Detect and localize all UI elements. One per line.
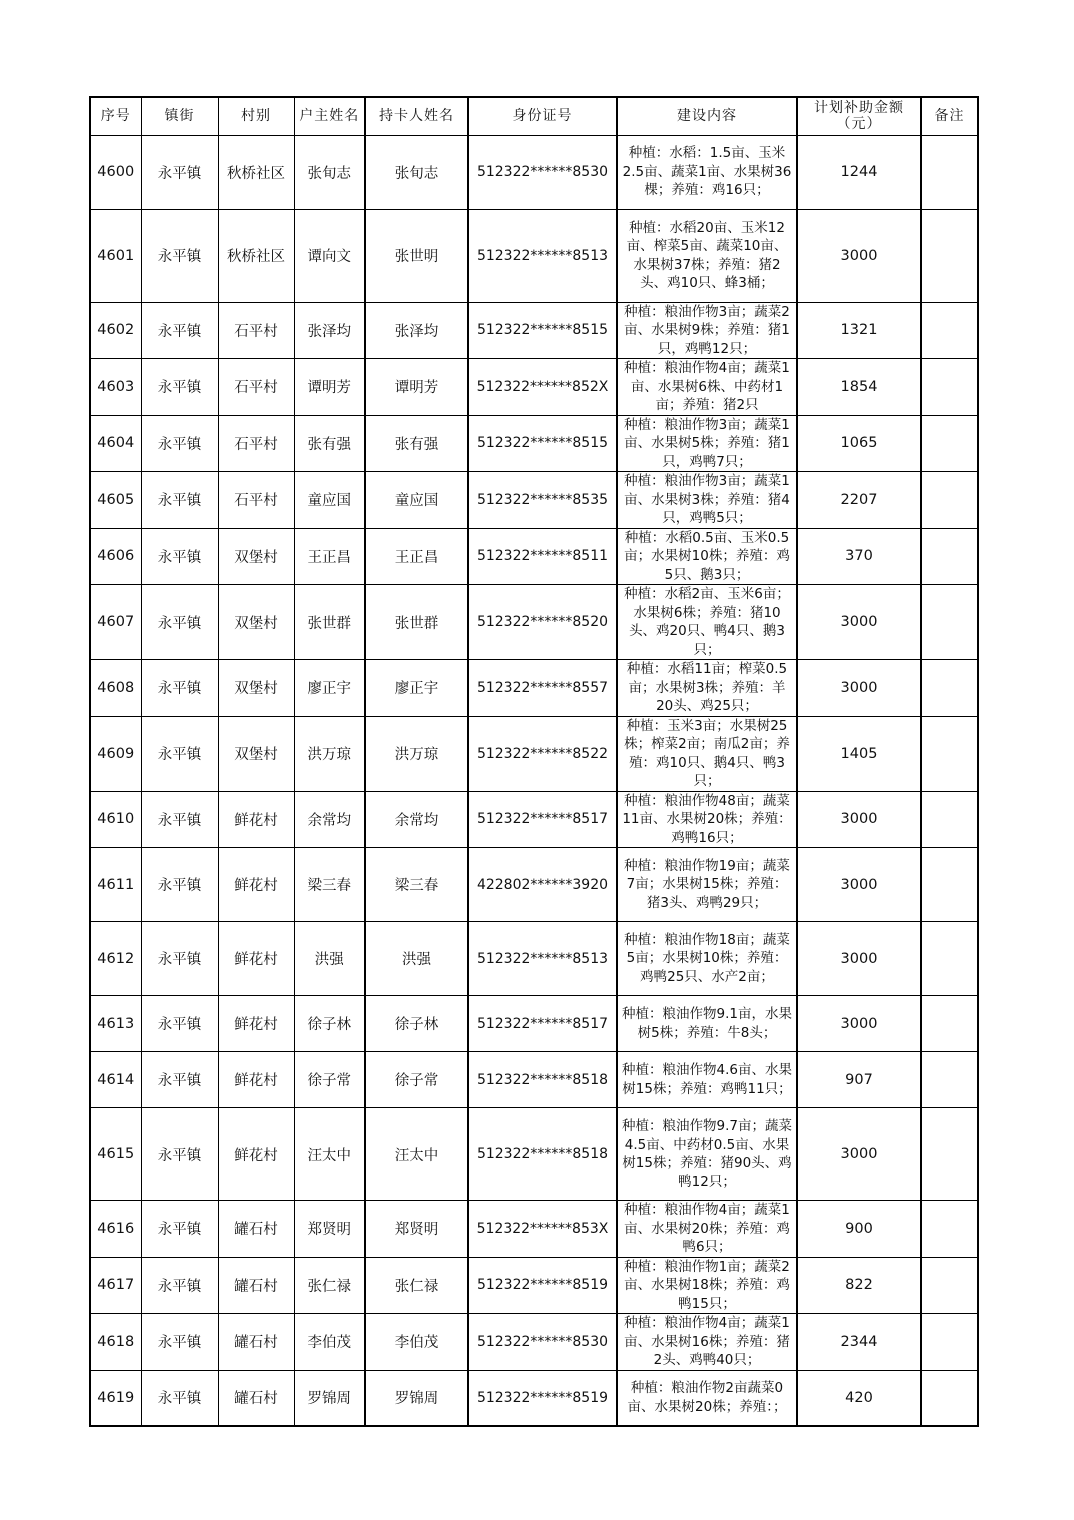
amount-cell: 3000 xyxy=(797,209,921,302)
id-cell: 512322******8519 xyxy=(468,1257,617,1314)
town-cell: 永平镇 xyxy=(141,302,218,359)
seq-cell: 4607 xyxy=(90,585,141,660)
owner-cell: 童应国 xyxy=(294,472,365,529)
id-cell: 512322******8530 xyxy=(468,135,617,209)
header-holder: 持卡人姓名 xyxy=(365,97,468,135)
village-cell: 双堡村 xyxy=(218,716,294,791)
content-cell: 种植：水稻2亩、玉米6亩；水果树6株；养殖：猪10头、鸡20只、鸭4只、鹅3只； xyxy=(617,585,797,660)
header-note: 备注 xyxy=(921,97,978,135)
table-row xyxy=(90,996,978,1052)
town-cell: 永平镇 xyxy=(141,528,218,585)
table-row xyxy=(90,585,978,660)
amount-cell: 2344 xyxy=(797,1314,921,1371)
village-cell: 鲜花村 xyxy=(218,848,294,922)
subsidy-table xyxy=(89,96,979,1427)
owner-cell: 梁三春 xyxy=(294,848,365,922)
town-cell: 永平镇 xyxy=(141,1201,218,1258)
town-cell: 永平镇 xyxy=(141,209,218,302)
id-cell: 512322******853X xyxy=(468,1201,617,1258)
seq-cell: 4618 xyxy=(90,1314,141,1371)
amount-cell: 907 xyxy=(797,1052,921,1108)
owner-cell: 汪太中 xyxy=(294,1108,365,1201)
table-row xyxy=(90,528,978,585)
content-cell: 种植：粮油作物2亩蔬菜0亩、水果树20株；养殖：； xyxy=(617,1370,797,1426)
note-cell xyxy=(921,1314,978,1371)
amount-cell: 1405 xyxy=(797,716,921,791)
seq-cell: 4612 xyxy=(90,922,141,996)
holder-cell: 张泽均 xyxy=(365,302,468,359)
note-cell xyxy=(921,359,978,416)
seq-cell: 4609 xyxy=(90,716,141,791)
seq-cell: 4611 xyxy=(90,848,141,922)
owner-cell: 张有强 xyxy=(294,415,365,472)
owner-cell: 郑贤明 xyxy=(294,1201,365,1258)
seq-cell: 4615 xyxy=(90,1108,141,1201)
holder-cell: 张仁禄 xyxy=(365,1257,468,1314)
seq-cell: 4614 xyxy=(90,1052,141,1108)
content-cell: 种植：玉米3亩；水果树25株；榨菜2亩；南瓜2亩；养殖：鸡10只、鹅4只、鸭3只； xyxy=(617,716,797,791)
id-cell: 512322******8520 xyxy=(468,585,617,660)
header-row xyxy=(90,97,978,135)
note-cell xyxy=(921,716,978,791)
village-cell: 双堡村 xyxy=(218,585,294,660)
holder-cell: 梁三春 xyxy=(365,848,468,922)
village-cell: 罐石村 xyxy=(218,1370,294,1426)
town-cell: 永平镇 xyxy=(141,848,218,922)
id-cell: 512322******8557 xyxy=(468,660,617,717)
table-row xyxy=(90,359,978,416)
seq-cell: 4602 xyxy=(90,302,141,359)
id-cell: 512322******8513 xyxy=(468,922,617,996)
town-cell: 永平镇 xyxy=(141,135,218,209)
note-cell xyxy=(921,791,978,848)
village-cell: 罐石村 xyxy=(218,1257,294,1314)
village-cell: 石平村 xyxy=(218,415,294,472)
id-cell: 512322******8515 xyxy=(468,302,617,359)
note-cell xyxy=(921,1201,978,1258)
note-cell xyxy=(921,922,978,996)
village-cell: 罐石村 xyxy=(218,1201,294,1258)
amount-cell: 3000 xyxy=(797,922,921,996)
id-cell: 512322******8515 xyxy=(468,415,617,472)
holder-cell: 王正昌 xyxy=(365,528,468,585)
note-cell xyxy=(921,1370,978,1426)
amount-cell: 420 xyxy=(797,1370,921,1426)
village-cell: 石平村 xyxy=(218,302,294,359)
note-cell xyxy=(921,209,978,302)
amount-cell: 900 xyxy=(797,1201,921,1258)
town-cell: 永平镇 xyxy=(141,1370,218,1426)
note-cell xyxy=(921,996,978,1052)
town-cell: 永平镇 xyxy=(141,472,218,529)
id-cell: 512322******8518 xyxy=(468,1108,617,1201)
amount-cell: 3000 xyxy=(797,996,921,1052)
holder-cell: 张旬志 xyxy=(365,135,468,209)
holder-cell: 徐子林 xyxy=(365,996,468,1052)
table-body xyxy=(90,135,978,1426)
amount-cell: 1321 xyxy=(797,302,921,359)
village-cell: 鲜花村 xyxy=(218,791,294,848)
header-owner: 户主姓名 xyxy=(294,97,365,135)
content-cell: 种植：粮油作物3亩；蔬菜1亩、水果树3株；养殖：猪4只，鸡鸭5只； xyxy=(617,472,797,529)
id-cell: 512322******852X xyxy=(468,359,617,416)
holder-cell: 罗锦周 xyxy=(365,1370,468,1426)
amount-cell: 3000 xyxy=(797,791,921,848)
town-cell: 永平镇 xyxy=(141,922,218,996)
note-cell xyxy=(921,1257,978,1314)
owner-cell: 徐子常 xyxy=(294,1052,365,1108)
village-cell: 鲜花村 xyxy=(218,922,294,996)
id-cell: 512322******8530 xyxy=(468,1314,617,1371)
id-cell: 512322******8517 xyxy=(468,996,617,1052)
content-cell: 种植：粮油作物4.6亩、水果树15株；养殖：鸡鸭11只； xyxy=(617,1052,797,1108)
seq-cell: 4613 xyxy=(90,996,141,1052)
content-cell: 种植：水稻0.5亩、玉米0.5亩；水果树10株；养殖：鸡5只、鹅3只； xyxy=(617,528,797,585)
seq-cell: 4608 xyxy=(90,660,141,717)
note-cell xyxy=(921,135,978,209)
amount-cell: 3000 xyxy=(797,1108,921,1201)
owner-cell: 王正昌 xyxy=(294,528,365,585)
content-cell: 种植：粮油作物1亩；蔬菜2亩、水果树18株；养殖：鸡鸭15只； xyxy=(617,1257,797,1314)
town-cell: 永平镇 xyxy=(141,1052,218,1108)
village-cell: 秋桥社区 xyxy=(218,209,294,302)
amount-cell: 1854 xyxy=(797,359,921,416)
seq-cell: 4610 xyxy=(90,791,141,848)
holder-cell: 廖正宇 xyxy=(365,660,468,717)
owner-cell: 张泽均 xyxy=(294,302,365,359)
village-cell: 秋桥社区 xyxy=(218,135,294,209)
note-cell xyxy=(921,585,978,660)
town-cell: 永平镇 xyxy=(141,1257,218,1314)
holder-cell: 张有强 xyxy=(365,415,468,472)
owner-cell: 谭明芳 xyxy=(294,359,365,416)
table-row xyxy=(90,716,978,791)
seq-cell: 4616 xyxy=(90,1201,141,1258)
town-cell: 永平镇 xyxy=(141,415,218,472)
content-cell: 种植：粮油作物3亩；蔬菜1亩、水果树5株；养殖：猪1只，鸡鸭7只； xyxy=(617,415,797,472)
holder-cell: 张世明 xyxy=(365,209,468,302)
owner-cell: 张仁禄 xyxy=(294,1257,365,1314)
holder-cell: 谭明芳 xyxy=(365,359,468,416)
town-cell: 永平镇 xyxy=(141,996,218,1052)
holder-cell: 洪强 xyxy=(365,922,468,996)
town-cell: 永平镇 xyxy=(141,1108,218,1201)
owner-cell: 张旬志 xyxy=(294,135,365,209)
seq-cell: 4617 xyxy=(90,1257,141,1314)
content-cell: 种植：粮油作物19亩；蔬菜7亩；水果树15株；养殖：猪3头、鸡鸭29只； xyxy=(617,848,797,922)
seq-cell: 4603 xyxy=(90,359,141,416)
seq-cell: 4619 xyxy=(90,1370,141,1426)
content-cell: 种植：粮油作物3亩；蔬菜2亩、水果树9株；养殖：猪1只，鸡鸭12只； xyxy=(617,302,797,359)
note-cell xyxy=(921,415,978,472)
seq-cell: 4605 xyxy=(90,472,141,529)
village-cell: 双堡村 xyxy=(218,660,294,717)
content-cell: 种植：粮油作物18亩；蔬菜5亩；水果树10株；养殖：鸡鸭25只、水产2亩； xyxy=(617,922,797,996)
header-id: 身份证号 xyxy=(468,97,617,135)
header-amount: 计划补助金额（元） xyxy=(797,97,921,135)
content-cell: 种植：粮油作物9.7亩；蔬菜4.5亩、中药材0.5亩、水果树15株；养殖：猪90头、鸡鸭12只； xyxy=(617,1108,797,1201)
holder-cell: 洪万琼 xyxy=(365,716,468,791)
seq-cell: 4601 xyxy=(90,209,141,302)
village-cell: 石平村 xyxy=(218,359,294,416)
table-row xyxy=(90,472,978,529)
seq-cell: 4604 xyxy=(90,415,141,472)
note-cell xyxy=(921,528,978,585)
note-cell xyxy=(921,848,978,922)
town-cell: 永平镇 xyxy=(141,585,218,660)
table-row xyxy=(90,922,978,996)
amount-cell: 370 xyxy=(797,528,921,585)
town-cell: 永平镇 xyxy=(141,1314,218,1371)
town-cell: 永平镇 xyxy=(141,791,218,848)
table-row xyxy=(90,209,978,302)
header-content: 建设内容 xyxy=(617,97,797,135)
content-cell: 种植：水稻20亩、玉米12亩、榨菜5亩、蔬菜10亩、水果树37株；养殖：猪2头、鸡10只、蜂3桶； xyxy=(617,209,797,302)
village-cell: 石平村 xyxy=(218,472,294,529)
note-cell xyxy=(921,1052,978,1108)
id-cell: 512322******8517 xyxy=(468,791,617,848)
table-row xyxy=(90,1370,978,1426)
table-row xyxy=(90,1314,978,1371)
amount-cell: 3000 xyxy=(797,660,921,717)
content-cell: 种植：粮油作物4亩；蔬菜1亩、水果树16株；养殖：猪2头、鸡鸭40只； xyxy=(617,1314,797,1371)
table-row xyxy=(90,1052,978,1108)
amount-cell: 1065 xyxy=(797,415,921,472)
village-cell: 罐石村 xyxy=(218,1314,294,1371)
note-cell xyxy=(921,1108,978,1201)
table-row xyxy=(90,660,978,717)
table-row xyxy=(90,1257,978,1314)
id-cell: 512322******8522 xyxy=(468,716,617,791)
owner-cell: 张世群 xyxy=(294,585,365,660)
table-row xyxy=(90,302,978,359)
amount-cell: 3000 xyxy=(797,585,921,660)
content-cell: 种植：粮油作物9.1亩，水果树5株；养殖：牛8头； xyxy=(617,996,797,1052)
owner-cell: 余常均 xyxy=(294,791,365,848)
id-cell: 512322******8513 xyxy=(468,209,617,302)
town-cell: 永平镇 xyxy=(141,716,218,791)
seq-cell: 4606 xyxy=(90,528,141,585)
table-row xyxy=(90,791,978,848)
seq-cell: 4600 xyxy=(90,135,141,209)
content-cell: 种植：粮油作物48亩；蔬菜11亩、水果树20株；养殖：鸡鸭16只； xyxy=(617,791,797,848)
holder-cell: 郑贤明 xyxy=(365,1201,468,1258)
table-row xyxy=(90,1108,978,1201)
town-cell: 永平镇 xyxy=(141,660,218,717)
holder-cell: 汪太中 xyxy=(365,1108,468,1201)
content-cell: 种植：粮油作物4亩；蔬菜1亩、水果树20株；养殖：鸡鸭6只； xyxy=(617,1201,797,1258)
table-row xyxy=(90,415,978,472)
id-cell: 512322******8519 xyxy=(468,1370,617,1426)
amount-cell: 1244 xyxy=(797,135,921,209)
amount-cell: 2207 xyxy=(797,472,921,529)
header-village: 村别 xyxy=(218,97,294,135)
header-town: 镇街 xyxy=(141,97,218,135)
amount-cell: 3000 xyxy=(797,848,921,922)
village-cell: 鲜花村 xyxy=(218,1108,294,1201)
note-cell xyxy=(921,302,978,359)
table-row xyxy=(90,848,978,922)
owner-cell: 谭向文 xyxy=(294,209,365,302)
id-cell: 512322******8518 xyxy=(468,1052,617,1108)
owner-cell: 洪强 xyxy=(294,922,365,996)
holder-cell: 童应国 xyxy=(365,472,468,529)
owner-cell: 罗锦周 xyxy=(294,1370,365,1426)
header-seq: 序号 xyxy=(90,97,141,135)
village-cell: 双堡村 xyxy=(218,528,294,585)
owner-cell: 李伯茂 xyxy=(294,1314,365,1371)
content-cell: 种植：水稻11亩；榨菜0.5亩；水果树3株；养殖：羊20头、鸡25只； xyxy=(617,660,797,717)
content-cell: 种植：粮油作物4亩；蔬菜1亩、水果树6株、中药材1亩；养殖：猪2只 xyxy=(617,359,797,416)
town-cell: 永平镇 xyxy=(141,359,218,416)
holder-cell: 余常均 xyxy=(365,791,468,848)
owner-cell: 洪万琼 xyxy=(294,716,365,791)
table-row xyxy=(90,1201,978,1258)
owner-cell: 徐子林 xyxy=(294,996,365,1052)
id-cell: 422802******3920 xyxy=(468,848,617,922)
owner-cell: 廖正宇 xyxy=(294,660,365,717)
note-cell xyxy=(921,472,978,529)
id-cell: 512322******8535 xyxy=(468,472,617,529)
amount-cell: 822 xyxy=(797,1257,921,1314)
content-cell: 种植：水稻：1.5亩、玉米2.5亩、蔬菜1亩、水果树36棵；养殖：鸡16只； xyxy=(617,135,797,209)
note-cell xyxy=(921,660,978,717)
holder-cell: 张世群 xyxy=(365,585,468,660)
village-cell: 鲜花村 xyxy=(218,996,294,1052)
id-cell: 512322******8511 xyxy=(468,528,617,585)
holder-cell: 李伯茂 xyxy=(365,1314,468,1371)
holder-cell: 徐子常 xyxy=(365,1052,468,1108)
village-cell: 鲜花村 xyxy=(218,1052,294,1108)
table-row xyxy=(90,135,978,209)
